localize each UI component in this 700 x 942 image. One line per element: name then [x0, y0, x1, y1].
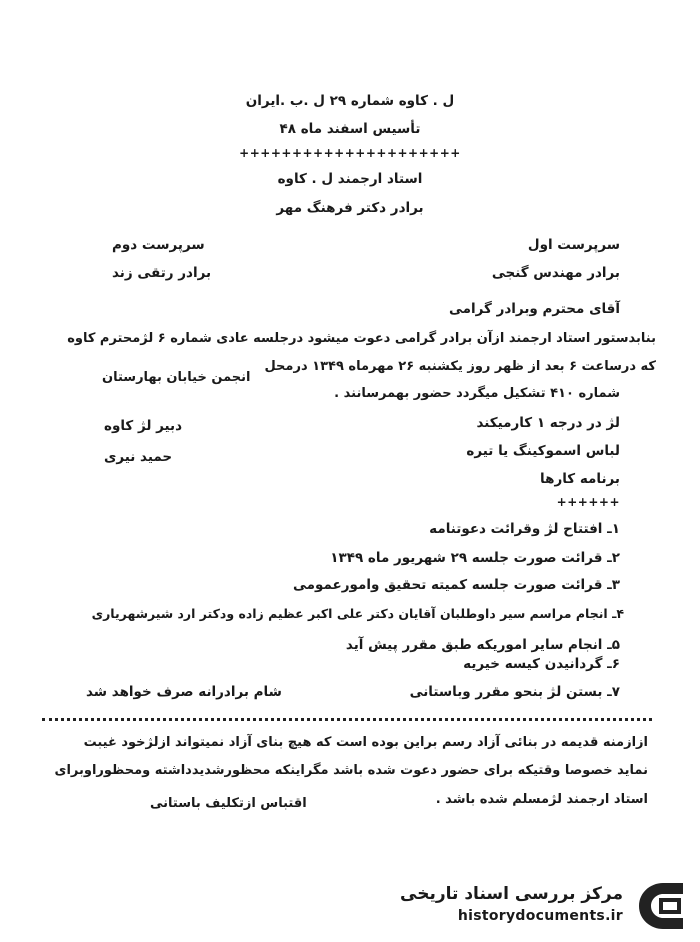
dinner-note: شام برادرانه صرف خواهد شد: [86, 684, 282, 700]
footer-line-3: استاد ارجمند لژمسلم شده باشد .: [435, 792, 648, 807]
archive-watermark: [400, 878, 695, 934]
header-plus-divider: +++++++++++++++++++++: [239, 146, 461, 160]
secretary-name: حمید نیری: [104, 449, 173, 465]
agenda-item-2: ۲ـ قرائت صورت جلسه ۲۹ شهریور ماه ۱۳۴۹: [330, 550, 620, 566]
master-name: برادر دکتر فرهنگ مهر: [276, 200, 424, 216]
dress-code: لباس اسموکینگ یا تیره: [466, 443, 620, 459]
quote-source: اقتباس ازتکلیف باستانی: [150, 796, 307, 811]
archive-name: مرکز بررسی اسناد تاریخی: [400, 884, 623, 904]
lodge-title: ل . کاوه شماره ۲۹ ل .ب .ایران: [245, 93, 455, 109]
founding-date: تأسیس اسفند ماه ۴۸: [279, 121, 421, 137]
working-degree: لژ در درجه ۱ کارمیکند: [476, 415, 620, 431]
first-warden-name: برادر مهندس گنجی: [491, 265, 620, 281]
agenda-item-3: ۳ـ قرائت صورت جلسه کمیته تحقیق وامورعمومی: [293, 577, 620, 593]
footer-line-2: نماید خصوصا وقتیکه برای حضور دعوت شده باشد مگراینکه محظورشدیدداشته ومحظوراوبرای: [54, 763, 648, 778]
agenda-item-1: ۱ـ افتتاح لژ وقرائت دعوتنامه: [429, 521, 620, 537]
secretary-title: دبیر لژ کاوه: [104, 418, 183, 434]
agenda-item-4: ۴ـ انجام مراسم سیر داوطلبان آقایان دکتر علی اکبر عظیم زاده ودکتر ارد شیرشهریاری: [91, 606, 624, 621]
agenda-item-6: ۶ـ گردانیدن کیسه خیریه: [463, 656, 620, 672]
footer-line-1: ازازمنه قدیمه در بنائی آزاد رسم براین بوده است که هیچ بنای آزاد نمیتواند ازلژخود غیبت: [83, 735, 648, 750]
second-warden-name: برادر رتقی زند: [112, 265, 212, 281]
agenda-plus-divider: ++++++: [556, 495, 620, 509]
archive-logo-icon: [633, 880, 689, 932]
archive-website: historydocuments.ir: [457, 908, 623, 924]
dotted-divider: [42, 718, 652, 721]
invitation-line-2: که درساعت ۶ بعد از ظهر روز یکشنبه ۲۶ مهرماه ۱۳۴۹ درمحل: [264, 359, 656, 374]
agenda-item-5: ۵ـ انجام سایر اموریکه طبق مقرر پیش آید: [345, 637, 620, 653]
second-warden-title: سرپرست دوم: [112, 237, 205, 253]
agenda-title: برنامه کارها: [540, 471, 620, 487]
agenda-item-7: ۷ـ بستن لژ بنحو مقرر وباستانی: [409, 684, 620, 700]
first-warden-title: سرپرست اول: [527, 237, 620, 253]
master-title: استاد ارجمند ل . کاوه: [277, 171, 423, 187]
invitation-line-1: بنابدستور استاد ارجمند ازآن برادر گرامی دعوت میشود درجلسه عادی شماره ۶ لژمحترم کاوه: [67, 331, 656, 346]
invitation-venue: انجمن خیابان بهارستان: [102, 370, 251, 385]
salutation: آقای محترم وبرادر گرامی: [449, 301, 620, 317]
invitation-line-3: شماره ۴۱۰ تشکیل میگردد حضور بهمرسانند .: [334, 386, 620, 401]
